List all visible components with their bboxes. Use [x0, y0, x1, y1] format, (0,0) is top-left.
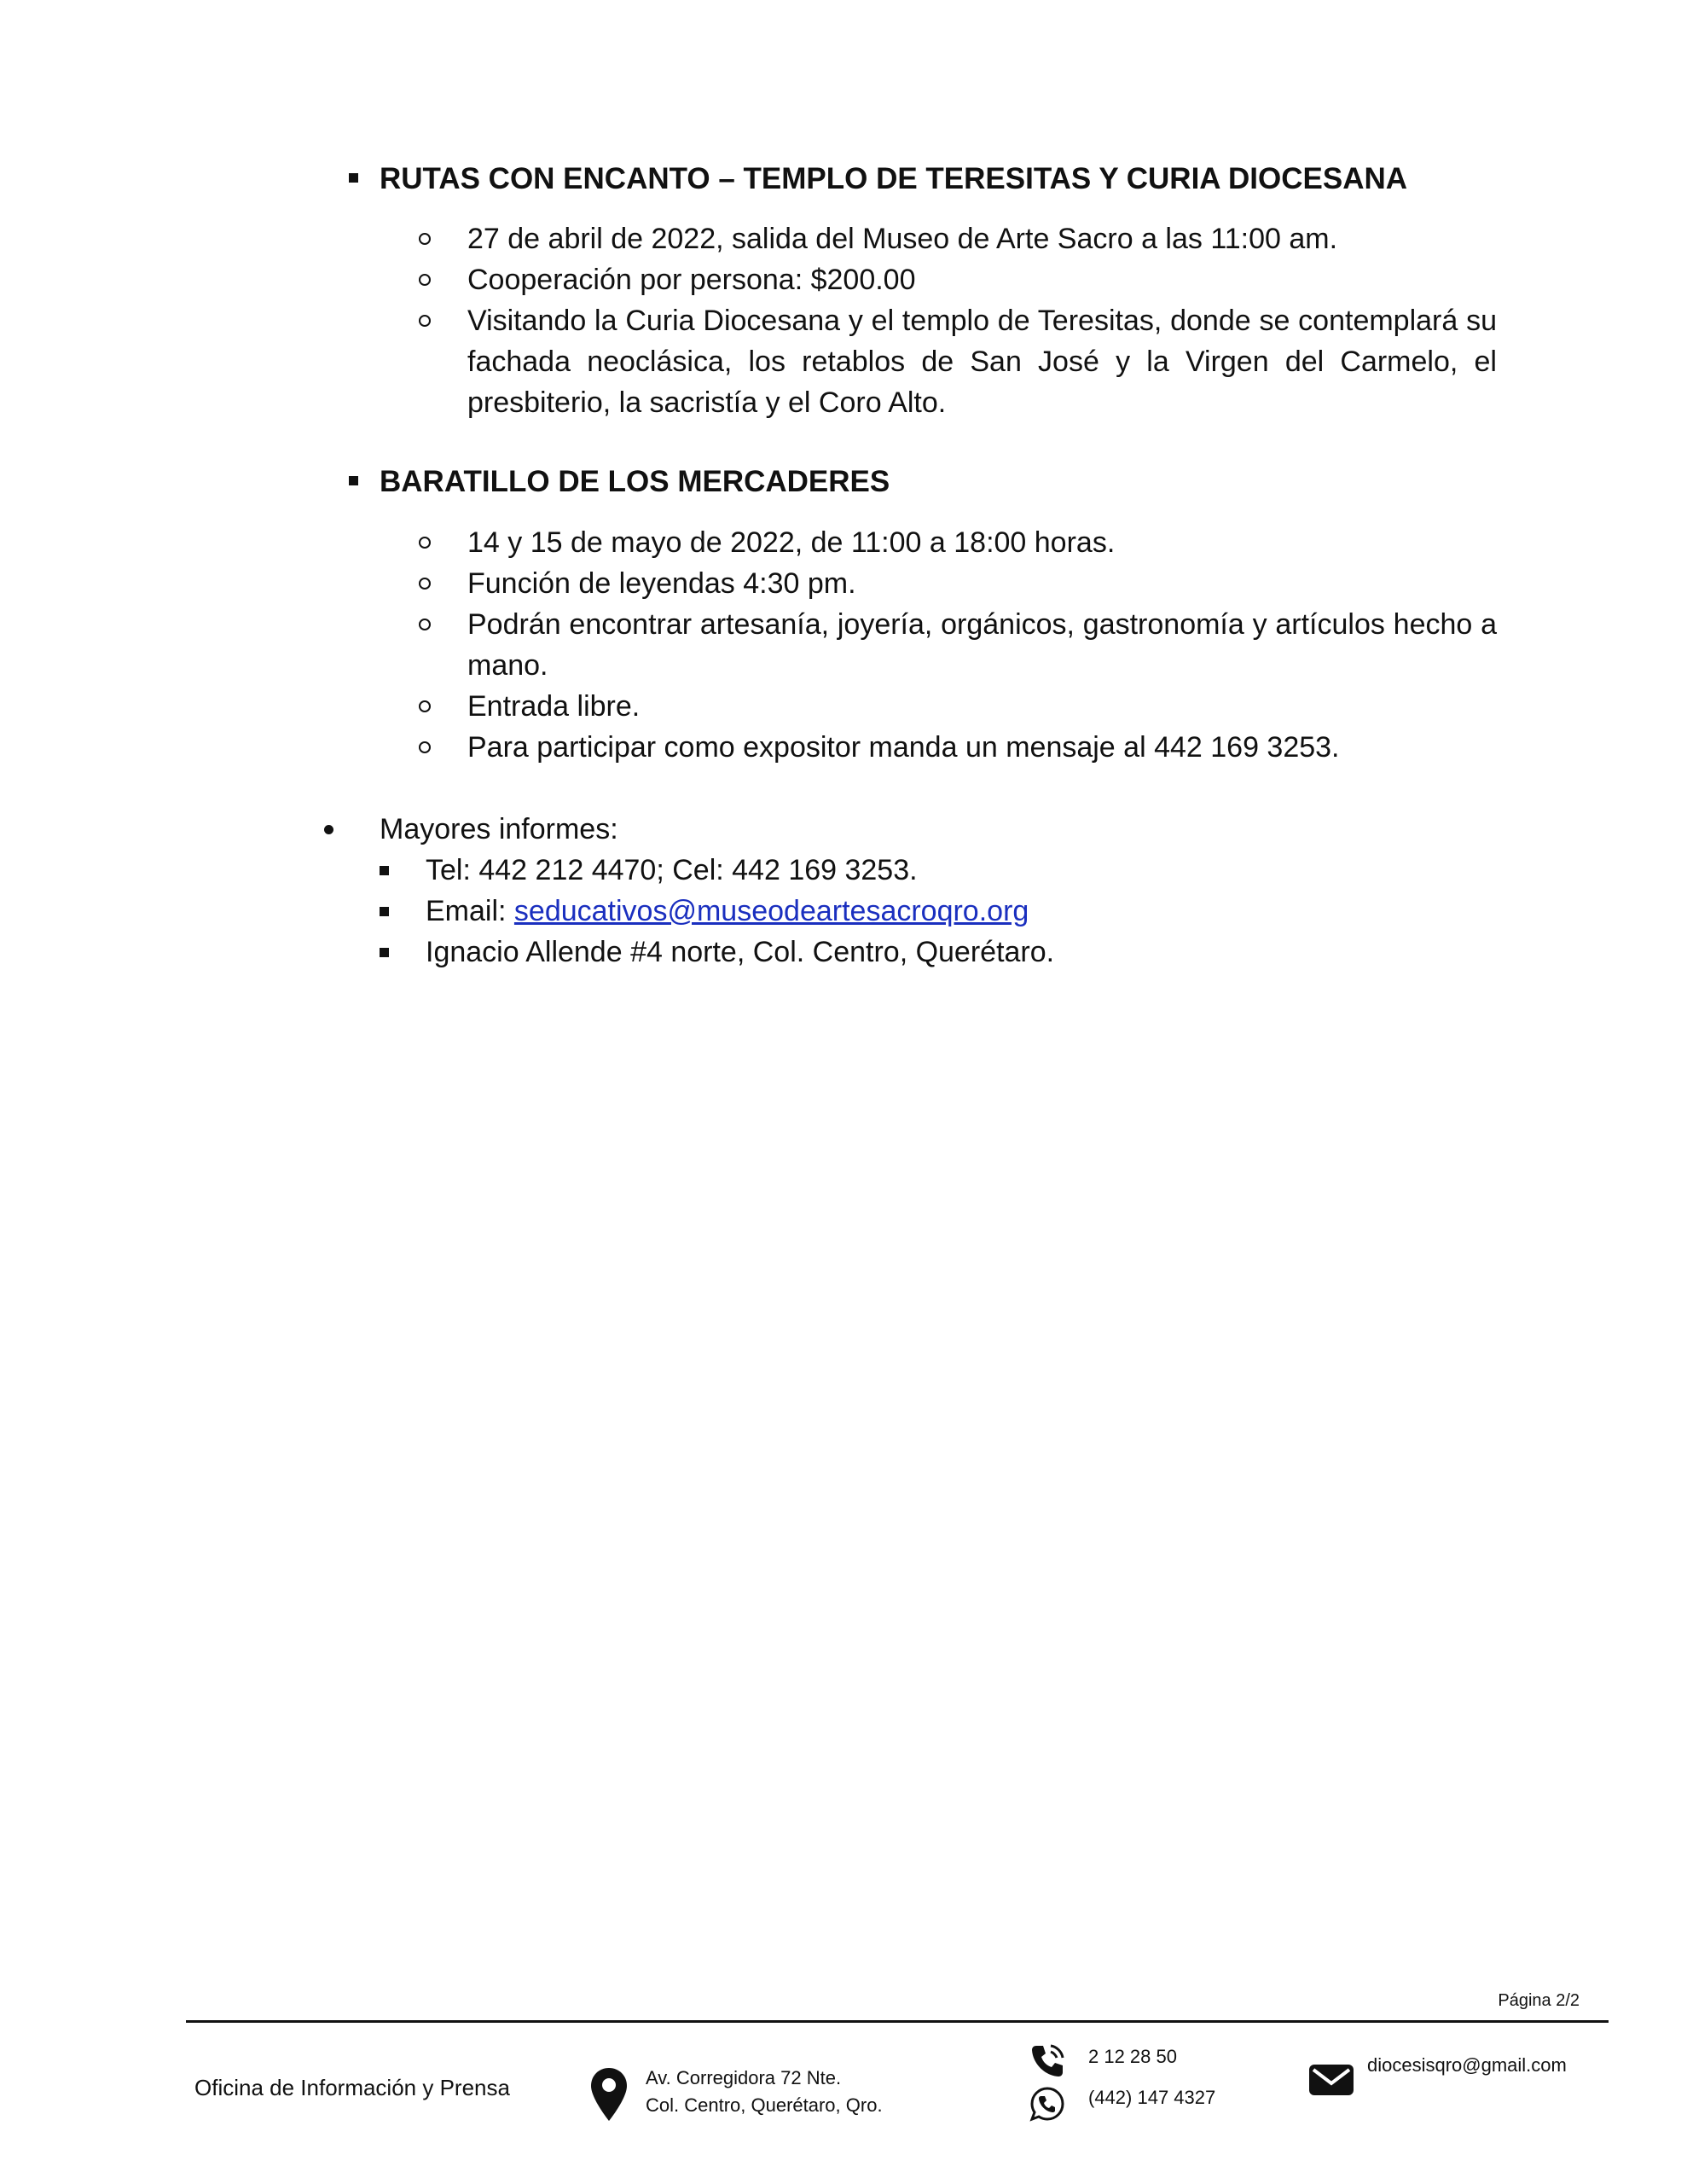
footer-whatsapp: (442) 147 4327 — [1088, 2087, 1216, 2108]
phone-icon — [1029, 2042, 1066, 2080]
section-title: RUTAS CON ENCANTO – TEMPLO DE TERESITAS Y CURIA DIOCESANA — [380, 162, 1408, 195]
circle-bullet — [419, 619, 431, 630]
square-bullet — [380, 948, 389, 957]
square-bullet — [349, 476, 358, 485]
footer-divider — [186, 2020, 1609, 2023]
baratillo-item-list — [418, 522, 1497, 768]
circle-bullet — [419, 537, 431, 549]
list-item: Podrán encontrar artesanía, joyería, orgánicos, gastronomía y artículos hecho a mano. — [418, 604, 1497, 686]
page-number: Página 2/2 — [1498, 1991, 1580, 2010]
circle-bullet — [419, 315, 431, 327]
whatsapp-icon — [1029, 2085, 1066, 2123]
list-item: Visitando la Curia Diocesana y el templo de Teresitas, donde se contemplará su fachada neoclásica, los retablos de San José y la Virgen del Carmelo, el presbiterio, la sacristía y el Coro Alto. — [418, 300, 1497, 423]
circle-bullet — [419, 741, 431, 753]
disc-bullet — [324, 825, 333, 834]
circle-bullet — [419, 700, 431, 712]
info-heading: Mayores informes: — [380, 813, 618, 845]
contact-phone: Tel: 442 212 4470; Cel: 442 169 3253. — [380, 850, 1147, 891]
footer-email[interactable]: diocesisqro@gmail.com — [1367, 2054, 1567, 2076]
square-bullet — [349, 173, 358, 183]
section-heading-rutas — [380, 159, 1407, 200]
list-item: Para participar como expositor manda un mensaje al 442 169 3253. — [418, 727, 1497, 768]
contact-address: Ignacio Allende #4 norte, Col. Centro, Querétaro. — [380, 932, 1147, 973]
list-item: Función de leyendas 4:30 pm. — [418, 563, 1497, 604]
section-title: BARATILLO DE LOS MERCADERES — [380, 465, 890, 498]
list-item: 14 y 15 de mayo de 2022, de 11:00 a 18:00 horas. — [418, 522, 1497, 563]
square-bullet — [380, 866, 389, 875]
footer — [0, 2030, 1687, 2158]
footer-phone: 2 12 28 50 — [1088, 2046, 1177, 2067]
location-pin-icon — [591, 2068, 627, 2121]
email-link[interactable]: seducativos@museodeartesacroqro.org — [513, 895, 1029, 927]
list-item: Cooperación por persona: $200.00 — [418, 259, 1497, 300]
list-item: Entrada libre. — [418, 686, 1497, 727]
square-bullet — [380, 907, 389, 916]
contact-info — [324, 809, 1055, 968]
circle-bullet — [419, 233, 431, 245]
section-heading-baratillo — [380, 462, 890, 502]
envelope-icon — [1309, 2063, 1354, 2097]
contact-email: Email: seducativos@museodeartesacroqro.org — [380, 891, 1147, 932]
footer-office: Oficina de Información y Prensa — [194, 2075, 510, 2100]
circle-bullet — [419, 578, 431, 590]
footer-address: Av. Corregidora 72 Nte. Col. Centro, Querétaro, Qro. — [646, 2067, 883, 2116]
info-heading-row — [324, 809, 618, 850]
contact-list — [380, 850, 1147, 973]
list-item: 27 de abril de 2022, salida del Museo de Arte Sacro a las 11:00 am. — [418, 218, 1497, 259]
circle-bullet — [419, 274, 431, 286]
rutas-item-list — [418, 218, 1497, 423]
